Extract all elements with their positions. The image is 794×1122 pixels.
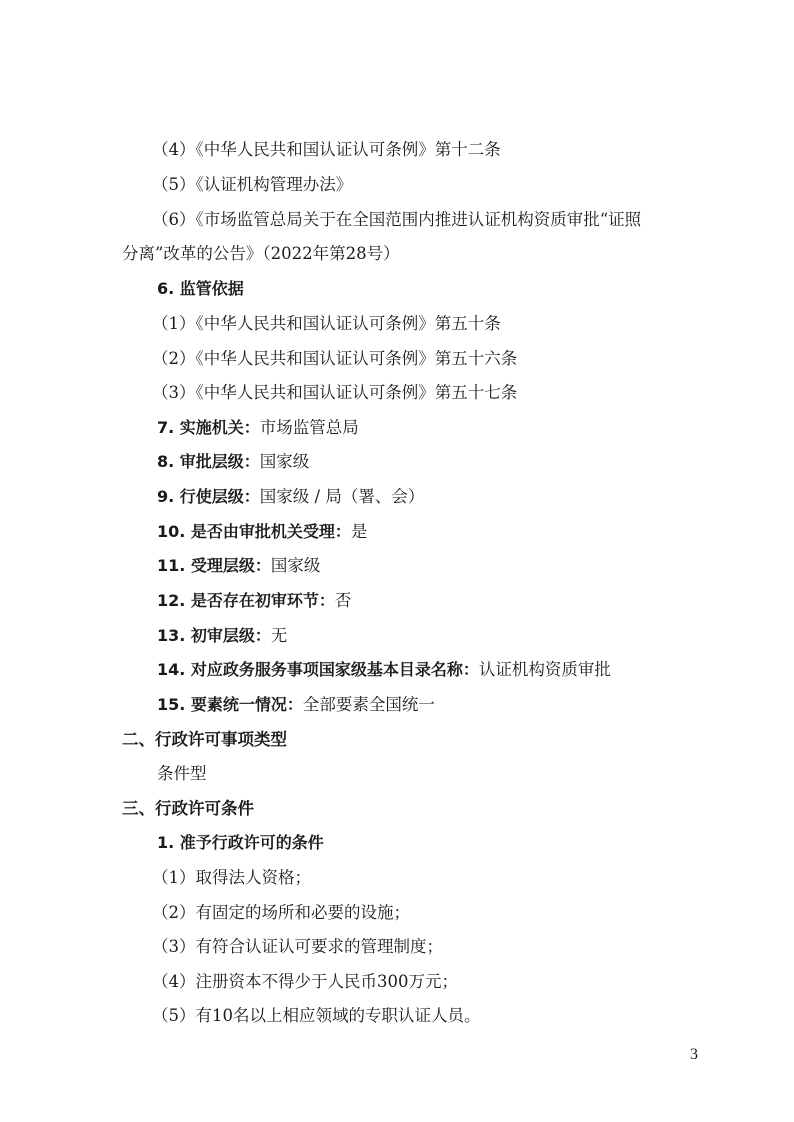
section-heading: 三、行政许可条件 [122, 799, 254, 818]
item-row [0, 659, 794, 681]
item-value: 市场监管总局 [259, 418, 359, 437]
law-reference-line-continued: 分离”改革的公告》（2022年第28号） [122, 244, 400, 263]
item-value: 无 [270, 626, 288, 645]
item-row [0, 625, 794, 647]
subsection-heading: 1. 准予行政许可的条件 [157, 833, 324, 852]
condition-item: （2）有固定的场所和必要的设施； [152, 903, 410, 922]
section-heading: 二、行政许可事项类型 [122, 730, 287, 749]
item-label: 8. 审批层级： [157, 452, 260, 471]
item-value: 全部要素全国统一 [302, 695, 435, 714]
item-row [0, 555, 794, 577]
item-row [0, 451, 794, 473]
law-reference-line: （3）《中华人民共和国认证认可条例》第五十七条 [152, 383, 518, 402]
item-row [0, 590, 794, 612]
item-label: 11. 受理层级： [157, 556, 271, 575]
law-reference-line: （1）《中华人民共和国认证认可条例》第五十条 [152, 314, 501, 333]
item-label: 15. 要素统一情况： [157, 695, 303, 714]
item-value: 国家级 [259, 452, 310, 471]
condition-item: （1）取得法人资格； [152, 868, 311, 887]
item-value: 国家级 [270, 556, 321, 575]
law-reference-line: （6）《市场监管总局关于在全国范围内推进认证机构资质审批“证照 [152, 210, 642, 229]
item-value: 是 [350, 522, 368, 541]
section-body: 条件型 [157, 764, 207, 783]
item-label: 12. 是否存在初审环节： [157, 591, 335, 610]
law-reference-line: （2）《中华人民共和国认证认可条例》第五十六条 [152, 349, 518, 368]
item-label: 10. 是否由审批机关受理： [157, 522, 351, 541]
item-row [0, 486, 794, 508]
item-row [0, 521, 794, 543]
item-label: 9. 行使层级： [157, 487, 260, 506]
law-reference-line: （4）《中华人民共和国认证认可条例》第十二条 [152, 140, 501, 159]
law-reference-line: （5）《认证机构管理办法》 [152, 175, 353, 194]
page-number: 3 [690, 1046, 698, 1063]
subsection-heading: 6. 监管依据 [157, 279, 244, 298]
condition-item: （3）有符合认证认可要求的管理制度； [152, 937, 443, 956]
item-row [0, 694, 794, 716]
condition-item: （5）有10名以上相应领域的专职认证人员。 [152, 1006, 481, 1025]
item-label: 13. 初审层级： [157, 626, 271, 645]
condition-item: （4）注册资本不得少于人民币300万元； [152, 972, 458, 991]
item-label: 14. 对应政务服务事项国家级基本目录名称： [157, 660, 479, 679]
item-value: 认证机构资质审批 [478, 660, 611, 679]
item-label: 7. 实施机关： [157, 418, 260, 437]
item-value: 国家级 / 局（署、会） [259, 487, 425, 506]
item-row [0, 417, 794, 439]
item-value: 否 [334, 591, 352, 610]
